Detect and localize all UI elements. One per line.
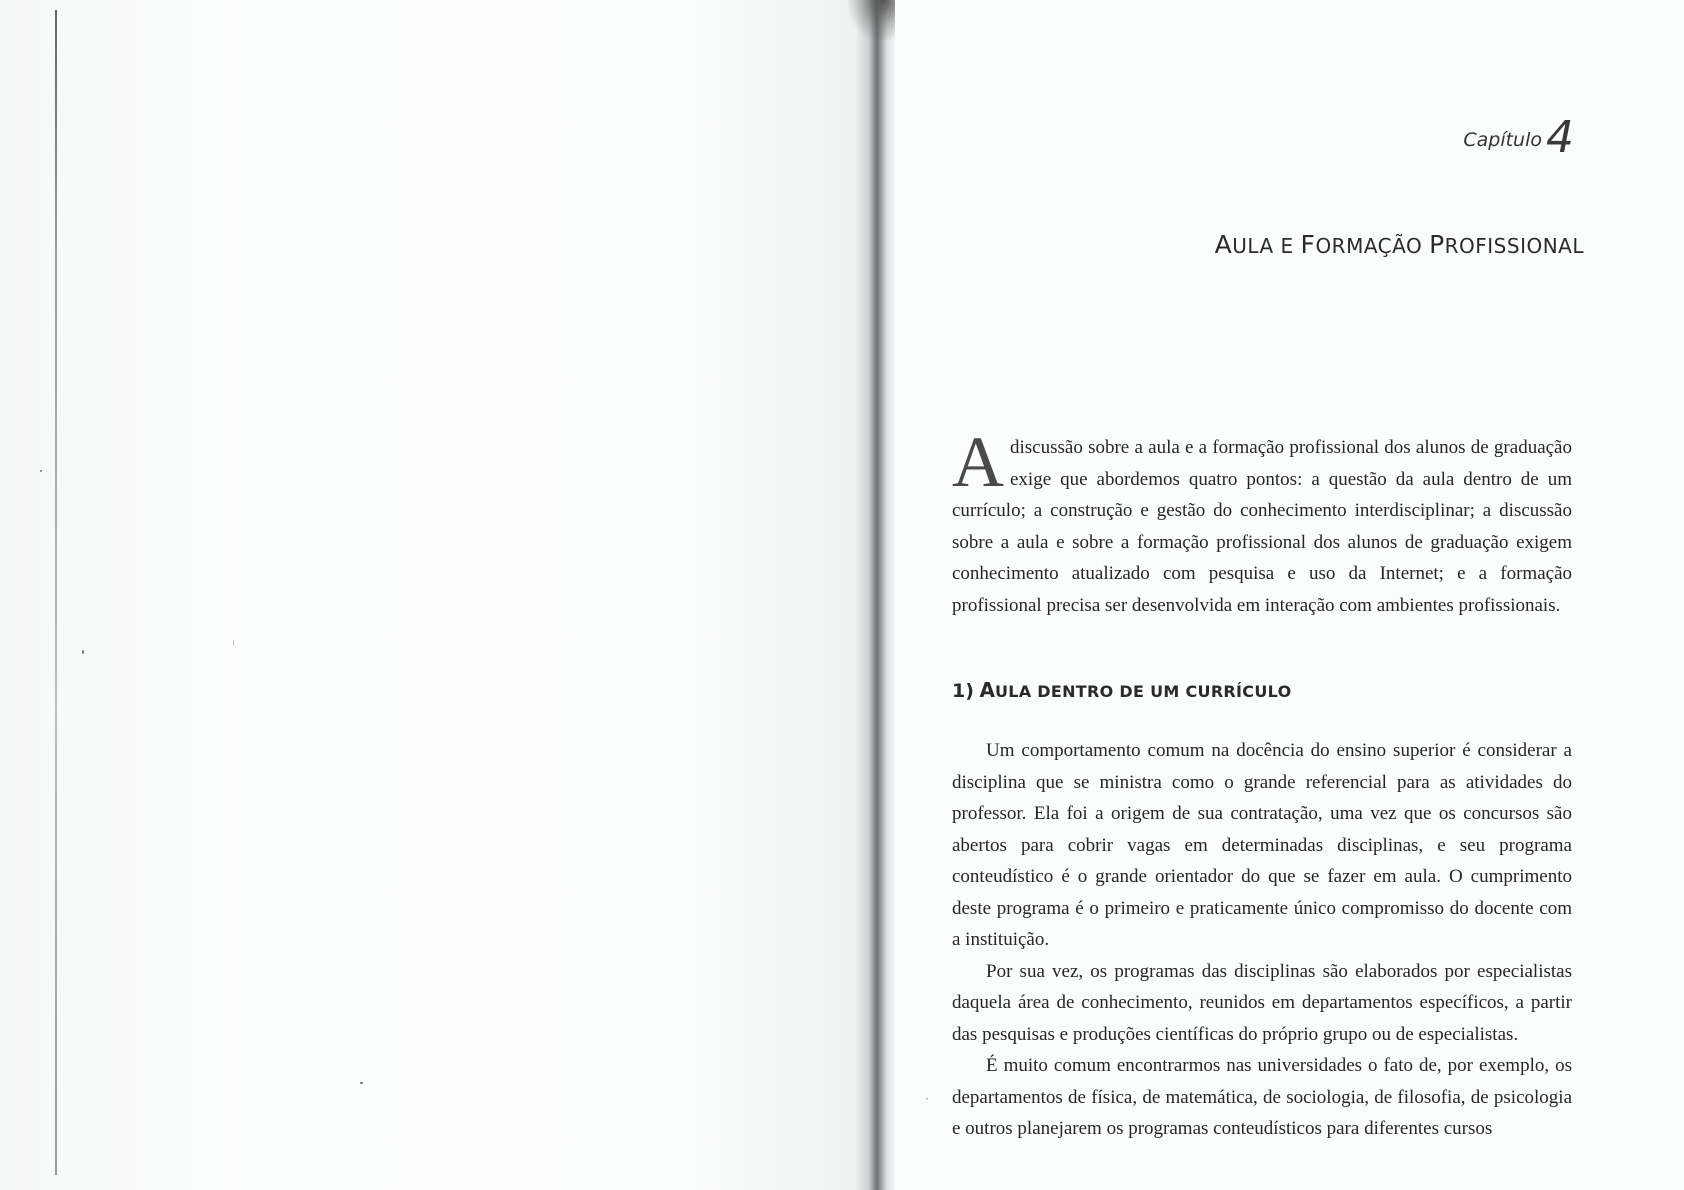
dust-speck [233, 640, 234, 646]
drop-cap: A [952, 422, 1004, 502]
intro-text: discussão sobre a aula e a formação profissional dos alunos de graduação exige que abordemos quatro pontos: a questão da aula dentro de um currículo; a construção e gestão do conhecimento interdisciplinar; a discussão sobre a aula e sobre a formação profissional dos alunos de graduação exigem conhecimento atualizado com pesquisa e uso da Internet; e a formação profissional precisa ser desenvolvida em interação com ambientes profissionais. [952, 437, 1572, 616]
dust-speck [82, 650, 84, 654]
intro-paragraph [952, 422, 1572, 621]
section-heading [952, 678, 1291, 702]
title-part: E [1273, 234, 1301, 258]
body-paragraph: Um comportamento comum na docência do ensino superior é considerar a disciplina que se ministra como o grande referencial para as atividades do professor. Ela foi a origem de sua contratação, uma vez que os concursos são abertos para cobrir vagas em determinadas disciplinas, e seu programa conteudístico é o grande orientador do que se fazer em aula. O cumprimento deste programa é o primeiro e praticamente único compromisso do docente com a instituição. [952, 740, 1572, 950]
left-page-edge [55, 10, 57, 1175]
section-title-initial: A [979, 678, 995, 702]
title-initial: P [1429, 230, 1445, 259]
body-paragraph: É muito comum encontrarmos nas universidades o fato de, por exemplo, os departamentos de física, de matemática, de sociologia, de filosofia, de psicologia e outros planejarem os programas conteudísticos para diferentes cursos [952, 1055, 1572, 1139]
book-gutter [855, 0, 895, 1190]
section-number: 1) [952, 680, 974, 702]
title-part: ULA [1232, 234, 1274, 258]
body-text [952, 735, 1572, 1145]
section-title-rest: ULA DENTRO DE UM CURRÍCULO [994, 682, 1292, 701]
title-initial: F [1300, 230, 1316, 259]
chapter-title [1215, 230, 1584, 259]
title-initial: A [1214, 230, 1233, 259]
chapter-word: Capítulo [1463, 129, 1542, 151]
body-paragraph: Por sua vez, os programas das disciplinas são elaborados por especialistas daquela área de conhecimento, reunidos em departamentos específicos, a partir das pesquisas e produções científicas do próprio grupo ou de especialistas. [952, 960, 1572, 1045]
title-part: ORMAÇÃO [1315, 234, 1430, 258]
dust-speck [360, 1082, 363, 1084]
chapter-label [1463, 112, 1574, 163]
title-part: ROFISSIONAL [1444, 234, 1584, 258]
margin-mark: · [925, 1092, 929, 1106]
dust-speck [40, 470, 42, 472]
chapter-number: 4 [1546, 112, 1574, 163]
